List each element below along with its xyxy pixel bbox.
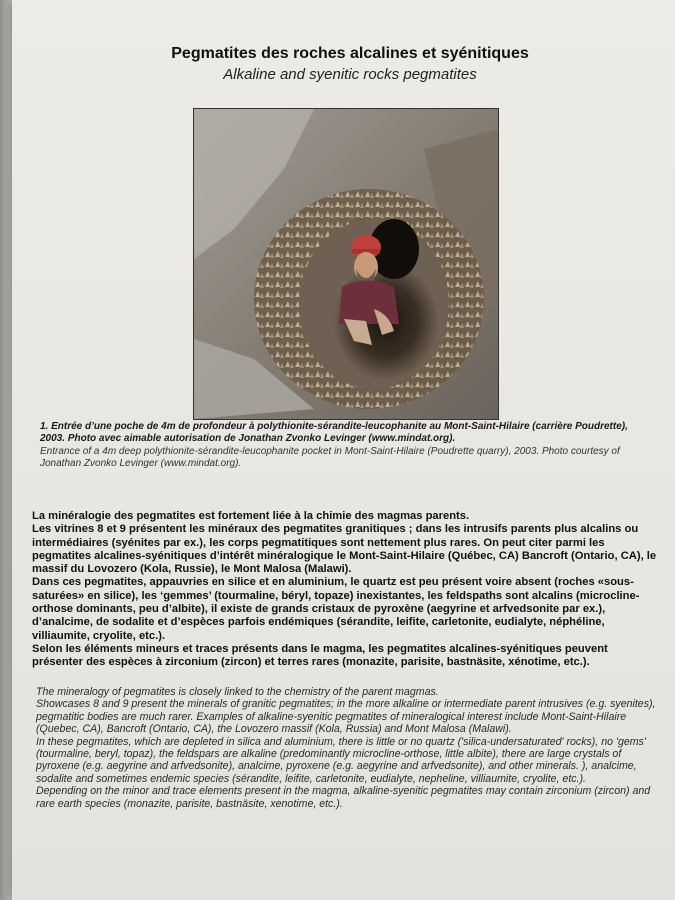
paragraph: Dans ces pegmatites, appauvries en silice et en aluminium, le quartz est peu présent voire absent (roches «sous-saturées» en silice), les ‘gemmes’ (tourmaline, béryl, topaze) inexistantes, les feldspaths sont alcalins (microcline-orthose dominants, peu d’albite), il existe de grands cristaux de pyroxène (aegyrine et arfvedsonite par ex.), d’analcime, de sodalite et d’espèces parfois endémiques (sérandite, leifite, carletonite, eudialyte, néphéline, villiaumite, cryolite, etc.). — [32, 576, 640, 642]
photo-illustration-icon — [194, 109, 498, 419]
caption-french: 1. Entrée d’une poche de 4m de profondeur à polythionite-sérandite-leucophanite au Mont-Saint-Hilaire (carrière Poudrette), 2003. Photo avec aimable autorisation de Jonathan Zvonko Levinger (www.mindat.org). — [40, 421, 628, 445]
paragraph: La minéralogie des pegmatites est fortement liée à la chimie des magmas parents. — [32, 510, 470, 522]
paragraph: Depending on the minor and trace elements present in the magma, alkaline-syenitic pegmatites may contain zirconium (zircon) and rare earth species (monazite, parisite, bastnäsite, xenotime, etc.). — [36, 785, 651, 810]
panel-edge — [0, 0, 12, 900]
page-title: Pegmatites des roches alcalines et syénitiques — [171, 45, 529, 62]
paragraph: Showcases 8 and 9 present the minerals of granitic pegmatites; in the more alkaline or intermediate parent intrusives (e.g. syenites), pegmatitic bodies are much rarer. Examples of alkaline-syenitic pegmatites of mineralogical interest include Mont-Saint-Hilaire (Quebec, CA), Bancroft (Ontario, CA), the Lovozero massif (Kola, Russia) and Mont Malosa (Malawi). — [36, 698, 656, 736]
caption-english: Entrance of a 4m deep polythionite-sérandite-leucophanite pocket in Mont-Saint-Hilaire (Poudrette quarry), 2003. Photo courtesy of Jonathan Zvonko Levinger (www.mindat.org). — [40, 445, 620, 470]
photo-caption — [40, 421, 652, 471]
body-english — [36, 686, 658, 810]
paragraph: Selon les éléments mineurs et traces présents dans le magma, les pegmatites alcalines-syénitiques peuvent présenter des espèces à zirconium (zircon) et terres rares (monazite, parisite, bastnäsite, xénotime, etc.). — [32, 642, 608, 669]
paragraph: Les vitrines 8 et 9 présentent les minéraux des pegmatites granitiques ; dans les intrusifs parents plus alcalins ou intermédiaires (syénites par ex.), les corps pegmatitiques sont nettement plus rares. On peut citer parmi les pegmatites alcalines-syénitiques d’intérêt minéralogique le Mont-Saint-Hilaire (Québec, CA) Bancroft (Ontario, CA), le massif du Lovozero (Kola, Russie), le Mont Malosa (Malawi). — [32, 523, 657, 576]
photo-miner-in-pegmatite-pocket — [193, 108, 499, 420]
paragraph: The mineralogy of pegmatites is closely linked to the chemistry of the parent magmas. — [36, 686, 439, 698]
paragraph: In these pegmatites, which are depleted in silica and aluminium, there is little or no quartz ('silica-undersaturated' rocks), no 'gems' (tourmaline, beryl, topaz), the feldspars are alkaline (predominantly microcline-orthose, little albite), there are large crystals of pyroxene (e.g. aegyrine and arfvedsonite), analcime, pyroxene (e.g. aegyrine and arfvedsonite), and other minerals. ), analcime, sodalite and sometimes endemic species (sérandite, leifite, carletonite, eudialyte, nepheline, villiaumite, cryolite, etc.). — [36, 735, 646, 785]
body-french — [32, 510, 658, 670]
page-subtitle: Alkaline and syenitic rocks pegmatites — [223, 66, 477, 83]
